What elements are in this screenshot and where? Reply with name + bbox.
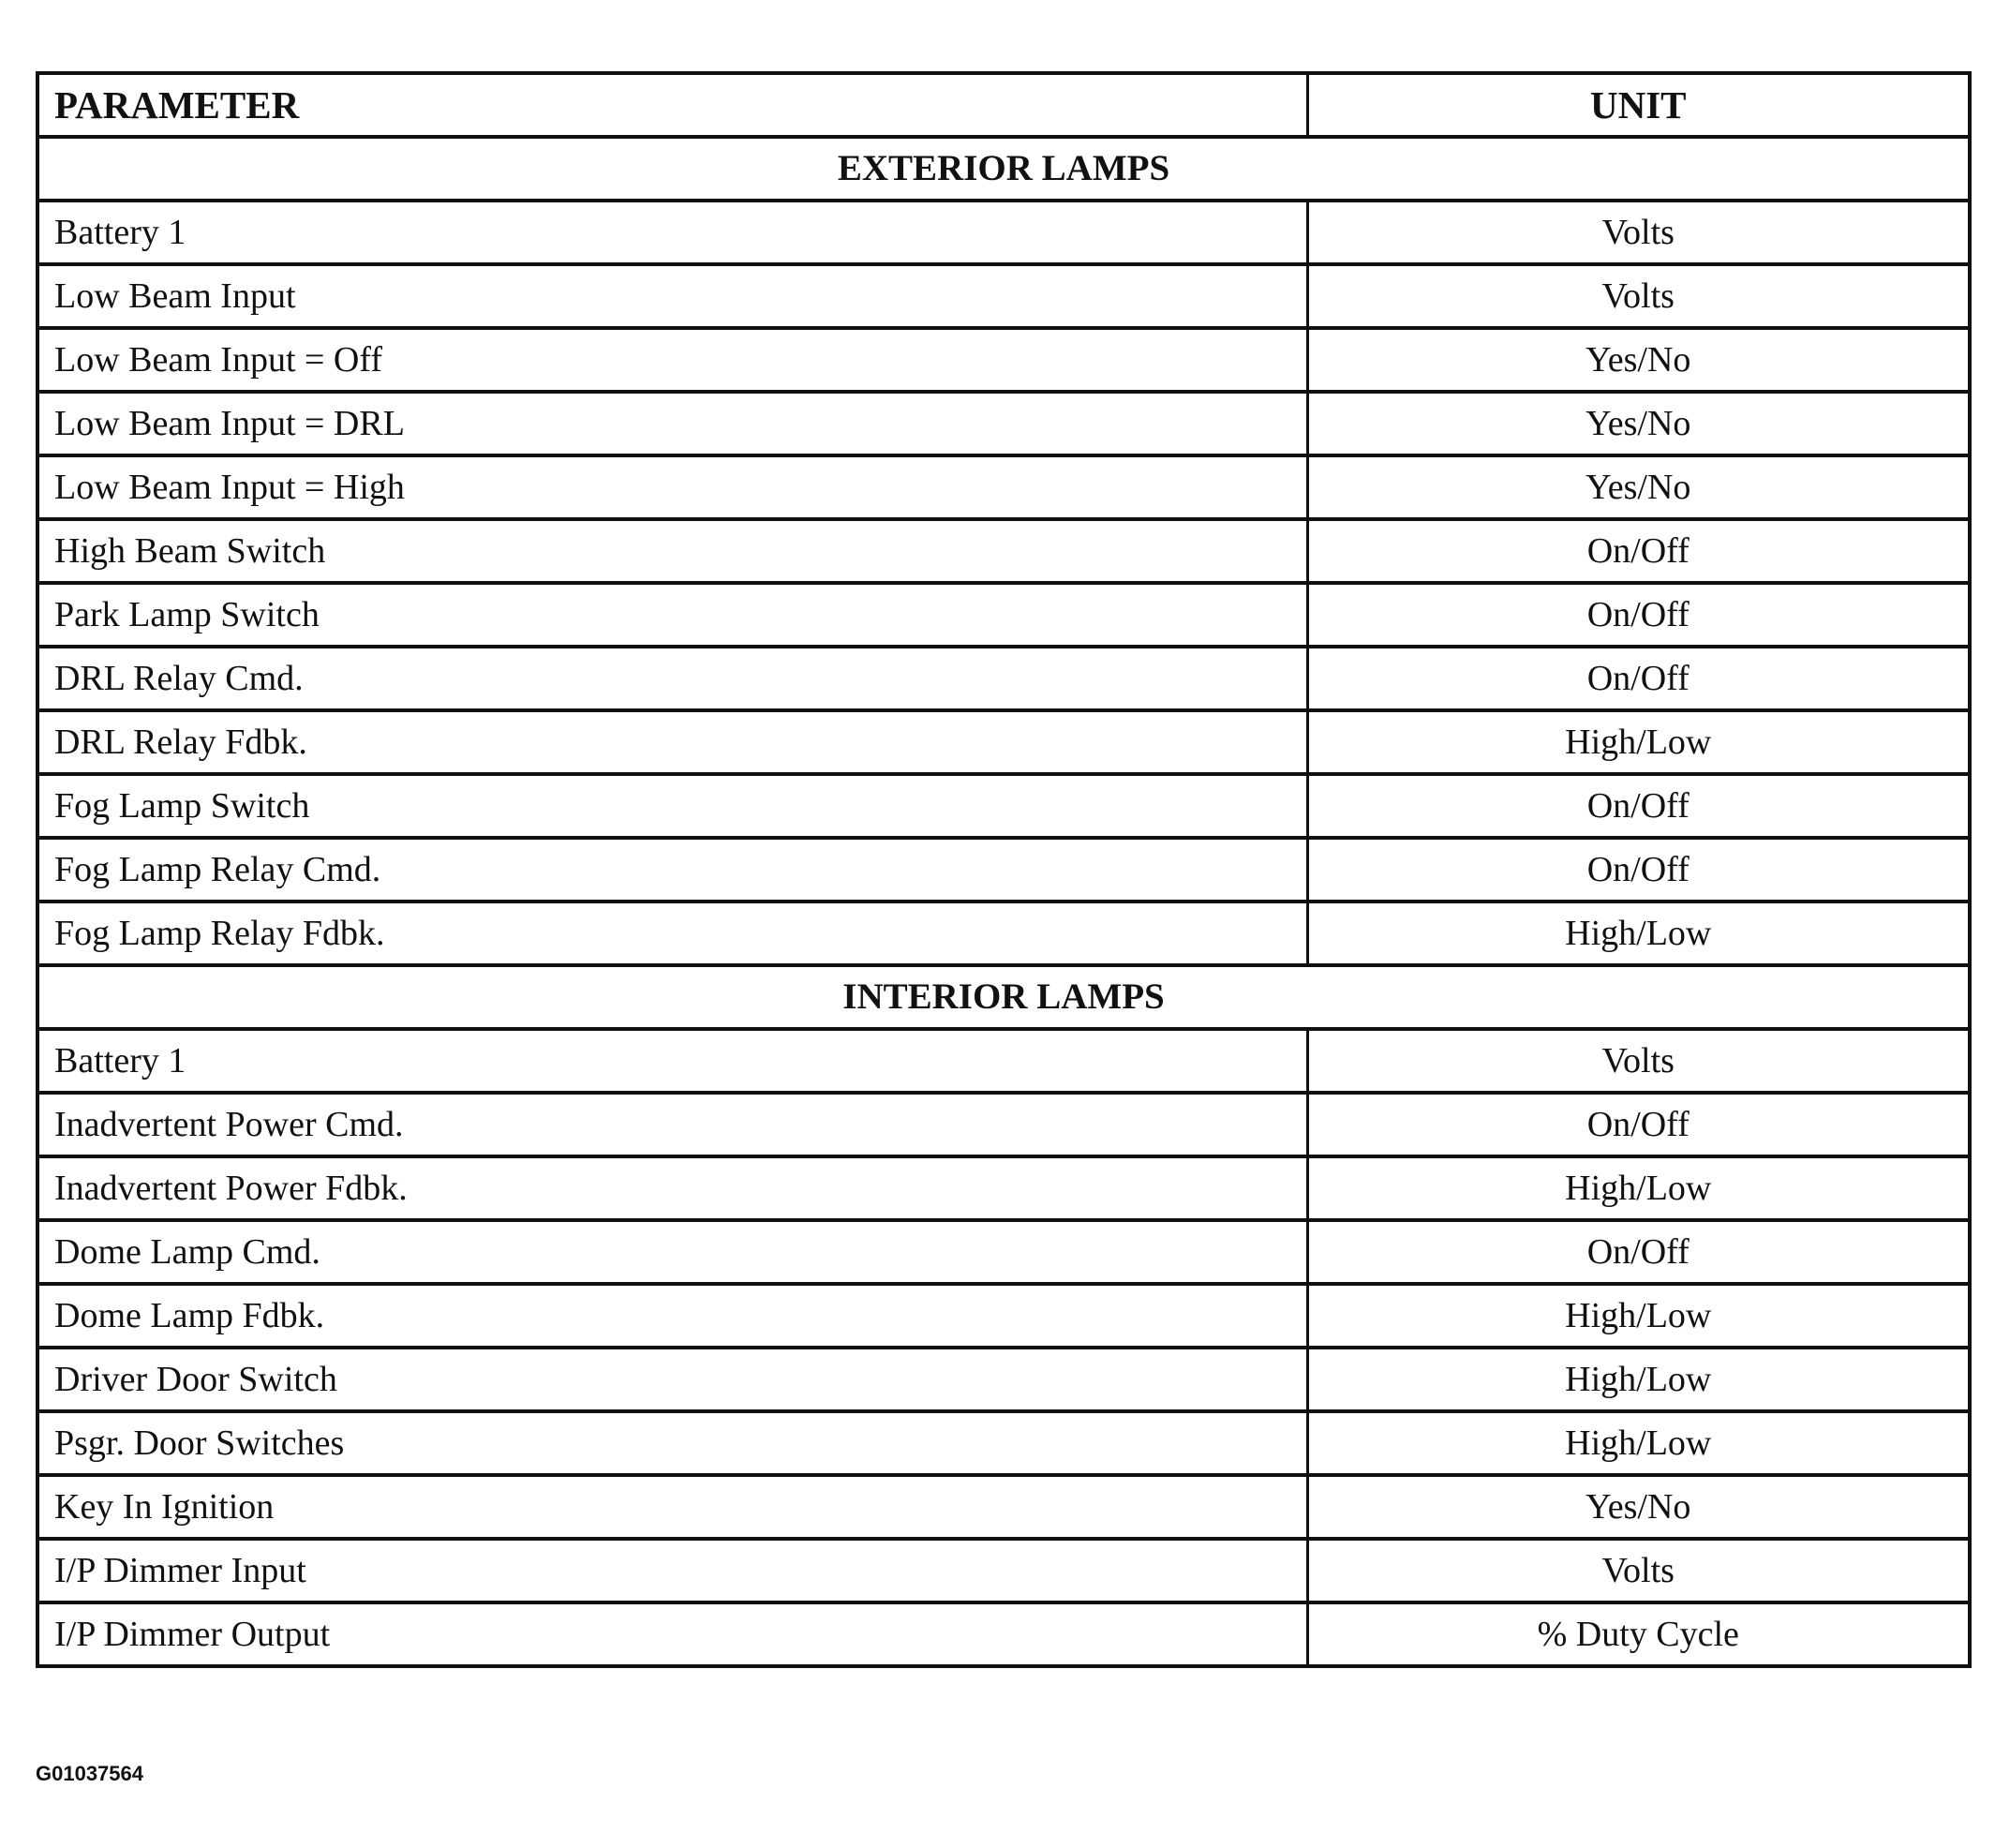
parameter-cell: Dome Lamp Fdbk. <box>37 1284 1307 1348</box>
unit-cell: On/Off <box>1307 1093 1970 1156</box>
table-row <box>37 392 1970 455</box>
table-header-row <box>37 73 1970 137</box>
table-row <box>37 1220 1970 1284</box>
table-row <box>37 838 1970 902</box>
table-row <box>37 583 1970 647</box>
unit-cell: On/Off <box>1307 583 1970 647</box>
table-row <box>37 1156 1970 1220</box>
parameter-cell: Park Lamp Switch <box>37 583 1307 647</box>
unit-cell: High/Low <box>1307 710 1970 774</box>
unit-cell: Volts <box>1307 1539 1970 1602</box>
unit-cell: High/Low <box>1307 1411 1970 1475</box>
unit-cell: Volts <box>1307 264 1970 328</box>
unit-cell: % Duty Cycle <box>1307 1602 1970 1666</box>
parameter-cell: DRL Relay Cmd. <box>37 647 1307 710</box>
parameter-cell: Low Beam Input <box>37 264 1307 328</box>
table-row <box>37 519 1970 583</box>
parameter-cell: Battery 1 <box>37 1029 1307 1093</box>
table-row <box>37 1093 1970 1156</box>
parameter-cell: DRL Relay Fdbk. <box>37 710 1307 774</box>
unit-cell: High/Low <box>1307 902 1970 965</box>
parameter-table <box>36 71 1972 1668</box>
header-parameter: PARAMETER <box>37 73 1307 137</box>
parameter-cell: Low Beam Input = DRL <box>37 392 1307 455</box>
table-row <box>37 264 1970 328</box>
unit-cell: High/Low <box>1307 1348 1970 1411</box>
parameter-cell: Low Beam Input = High <box>37 455 1307 519</box>
unit-cell: On/Off <box>1307 1220 1970 1284</box>
parameter-cell: Psgr. Door Switches <box>37 1411 1307 1475</box>
unit-cell: High/Low <box>1307 1284 1970 1348</box>
table-row <box>37 1539 1970 1602</box>
parameter-cell: Driver Door Switch <box>37 1348 1307 1411</box>
table-row <box>37 902 1970 965</box>
parameter-cell: Fog Lamp Relay Cmd. <box>37 838 1307 902</box>
unit-cell: On/Off <box>1307 838 1970 902</box>
parameter-cell: Fog Lamp Relay Fdbk. <box>37 902 1307 965</box>
parameter-cell: Dome Lamp Cmd. <box>37 1220 1307 1284</box>
unit-cell: Yes/No <box>1307 1475 1970 1539</box>
table-row <box>37 1284 1970 1348</box>
table-row <box>37 455 1970 519</box>
unit-cell: Yes/No <box>1307 328 1970 392</box>
parameter-cell: Battery 1 <box>37 201 1307 264</box>
table-row <box>37 1348 1970 1411</box>
unit-cell: Yes/No <box>1307 392 1970 455</box>
table-row <box>37 328 1970 392</box>
unit-cell: High/Low <box>1307 1156 1970 1220</box>
table-row <box>37 1602 1970 1666</box>
table-row <box>37 1029 1970 1093</box>
unit-cell: On/Off <box>1307 519 1970 583</box>
unit-cell: Yes/No <box>1307 455 1970 519</box>
table-row <box>37 1475 1970 1539</box>
parameter-cell: Key In Ignition <box>37 1475 1307 1539</box>
parameter-cell: High Beam Switch <box>37 519 1307 583</box>
table-row <box>37 647 1970 710</box>
unit-cell: Volts <box>1307 201 1970 264</box>
parameter-cell: I/P Dimmer Output <box>37 1602 1307 1666</box>
section-title-exterior-lamps: EXTERIOR LAMPS <box>37 137 1970 201</box>
section-row-exterior <box>37 137 1970 201</box>
table-row <box>37 710 1970 774</box>
figure-id: G01037564 <box>36 1762 143 1785</box>
unit-cell: On/Off <box>1307 647 1970 710</box>
unit-cell: Volts <box>1307 1029 1970 1093</box>
parameter-cell: Low Beam Input = Off <box>37 328 1307 392</box>
table-row <box>37 201 1970 264</box>
unit-cell: On/Off <box>1307 774 1970 838</box>
section-title-interior-lamps: INTERIOR LAMPS <box>37 965 1970 1029</box>
table-row <box>37 1411 1970 1475</box>
table-row <box>37 774 1970 838</box>
section-row-interior <box>37 965 1970 1029</box>
parameter-cell: Inadvertent Power Cmd. <box>37 1093 1307 1156</box>
parameter-cell: Fog Lamp Switch <box>37 774 1307 838</box>
header-unit: UNIT <box>1307 73 1970 137</box>
parameter-cell: Inadvertent Power Fdbk. <box>37 1156 1307 1220</box>
parameter-cell: I/P Dimmer Input <box>37 1539 1307 1602</box>
